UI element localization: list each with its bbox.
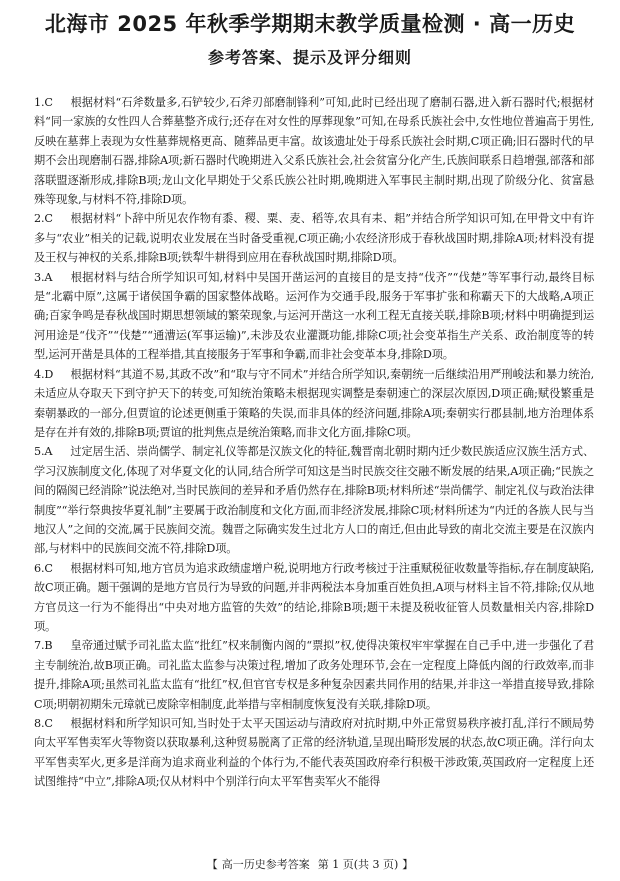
answer-letter: A: [44, 445, 53, 459]
answer-explanation: 根据材料与结合所学知识可知,材料中吴国开凿运河的直接目的是支持“伐齐”“伐楚”等军事行动,最终目标是“北霸中原”,这属于诸侯国争霸的国家整体战略。运河作为交通手段,服务于军事扩张和称霸天下的大战略,A项正确;百家争鸣是春秋战国时期思想领域的繁荣现象,与运河开凿这一水利工程无直接关联,排除B项;材料中明确提到运河用途是“伐齐”“伐楚”“通漕运(军事运输)”,未涉及农业灌溉功能,排除C项;社会变革指生产关系、政治制度等的转型,运河开凿是具体的工程举措,其直接服务于军事和争霸,而非社会变革本身,排除D项。: [34, 270, 594, 362]
answer-explanation: 皇帝通过赋予司礼监太监“批红”权来制衡内阁的“票拟”权,使得决策权牢牢掌握在自己手中,进一步强化了君主专制统治,故B项正确。司礼监太监参与决策过程,增加了政务处理环节,会在一定程度上降低内阁的行政效率,而非提升,排除A项;虽然司礼监太监有“批红”权,但官官专权是多种复杂因素共同作用的结果,并非这一举措直接导致,排除C项;明朝初期朱元璋就已废除宰相制度,此举措与宰相制度恢复没有关联,排除D项。: [34, 639, 594, 711]
answer-item-8: [34, 714, 594, 792]
answer-letter: B: [44, 639, 53, 653]
answer-explanation: 根据材料“石斧数量多,石铲较少,石斧刃部磨制锋利”可知,此时已经出现了磨制石器,进入新石器时代;根据材料“同一家族的女性四人合葬墓整齐成行;还存在对女性的厚葬现象”可知,在母系氏族社会中,女性地位普遍高于男性,反映在墓葬上表现为女性墓葬规格更高、随葬品更丰富。故该遗址处于母系氏族社会时期,C项正确;旧石器时代的早期不会出现磨制石器,排除A项;新石器时代晚期进入父系氏族社会,社会贫富分化产生,氏族间联系日趋增强,部落和部落联盟逐渐形成,排除B项;龙山文化早期处于父系氏族公社时期,晚期进入军事民主制时期,出现了阶级分化、贫富悬殊等现象,与材料不符,排除D项。: [34, 96, 594, 207]
footer-right-bracket: 】: [402, 858, 414, 871]
answer-letter: D: [44, 367, 54, 381]
footer-page-number: 第 1 页(共 3 页): [317, 858, 399, 871]
page-footer: [0, 856, 620, 872]
question-number: 8.: [34, 717, 45, 730]
answer-letter: C: [44, 212, 53, 226]
page-title: 北海市 2025 年秋季学期期末教学质量检测 · 高一历史: [44, 12, 576, 36]
question-number: 5.: [34, 445, 45, 459]
answer-explanation: 根据材料可知,地方官员为追求政绩虚增户税,说明地方行政考核过于注重赋税征收数量等指标,存在制度缺陷,故C项正确。题干强调的是地方官员行为导致的问题,并非两税法本身加重百姓负担,A项与材料主旨不符,排除;仅从地方官员这一行为不能得出“中央对地方监管的失效”的结论,排除B项;题干未提及税收征管人员数量相关内容,排除D项。: [34, 561, 594, 633]
answer-list: [34, 93, 594, 792]
question-number: 3.: [34, 270, 45, 284]
answer-item-3: [34, 268, 594, 365]
page-subtitle: 参考答案、提示及评分细则: [207, 48, 412, 67]
question-number: 7.: [34, 639, 45, 653]
question-number: 4.: [34, 367, 45, 381]
footer-left-bracket: 【: [206, 858, 218, 871]
answer-letter: A: [44, 270, 53, 284]
answer-explanation: 根据材料“卜辞中所见农作物有黍、稷、粟、麦、稻等,农具有耒、耜”并结合所学知识可知,在甲骨文中有许多与“农业”相关的记载,说明农业发展在当时备受重视,C项正确;小农经济形成于春秋战国时期,排除A项;材料没有提及王权与神权的关系,排除B项;铁犁牛耕得到应用在春秋战国时期,排除D项。: [34, 212, 594, 265]
question-number: 6.: [34, 561, 45, 575]
answer-explanation: 根据材料和所学知识可知,当时处于太平天国运动与清政府对抗时期,中外正常贸易秩序被打乱,洋行不顾局势向太平军售卖军火等物资以获取暴利,这种贸易脱离了正常的经济轨道,呈现出畸形发展的状态,故C项正确。洋行向太平军售卖军火,更多是洋商为追求商业利益的个体行为,不能代表英国政府牵行积极干涉政策,英国政府一定程度上还试图维持“中立”,排除A项;仅从材料中个别洋行向太平军售卖军火不能得: [34, 717, 594, 789]
answer-explanation: 过定居生活、崇尚儒学、制定礼仪等都是汉族文化的特征,魏晋南北朝时期内迁少数民族适应汉族生活方式、学习汉族制度文化,体现了对华夏文化的认同,结合所学可知这是当时民族交往交融不断发展的结果,A项正确;“民族之间的隔阂已经消除”说法绝对,当时民族间的差异和矛盾仍然存在,排除B项;材料所述“崇尚儒学、制定礼仪与政治法律制度”“举行祭典按华夏礼制”主要属于政治制度和文化方面,而非经济发展,排除C项;材料所述为“内迁的各族人民与当地汉人”之间的交流,属于民族间交流。魏晋之际确实发生过北方人口的南迁,但由此导致的南北交流主要是在汉族内部,与材料中的民族间交流不符,排除D项。: [34, 445, 594, 556]
footer-course: 高一历史参考答案: [221, 858, 310, 871]
question-number: 1.: [34, 96, 45, 109]
answer-item-2: [34, 209, 594, 267]
answer-letter: C: [44, 96, 53, 109]
answer-letter: C: [44, 717, 53, 730]
answer-item-4: [34, 365, 594, 443]
answer-explanation: 根据材料“其道不易,其政不改”和“取与守不同术”并结合所学知识,秦朝统一后继续沿用严刑峻法和暴力统治,未适应从夺取天下到守护天下的转变,可知统治策略未根据现实调整是秦朝速亡的深层次原因,D项正确;赋役繁重是秦朝暴政的一部分,但贾谊的论述更侧重于策略的失误,而非具体的经济问题,排除A项;秦朝实行郡县制,地方治理体系是存在并有效的,排除B项;贾谊的批判焦点是统治策略,而非文化方面,排除C项。: [34, 367, 594, 439]
answer-item-6: [34, 559, 594, 637]
answer-item-7: [34, 636, 594, 714]
answer-letter: C: [44, 561, 53, 575]
answer-item-1: [34, 93, 594, 209]
question-number: 2.: [34, 212, 45, 226]
answer-item-5: [34, 442, 594, 558]
